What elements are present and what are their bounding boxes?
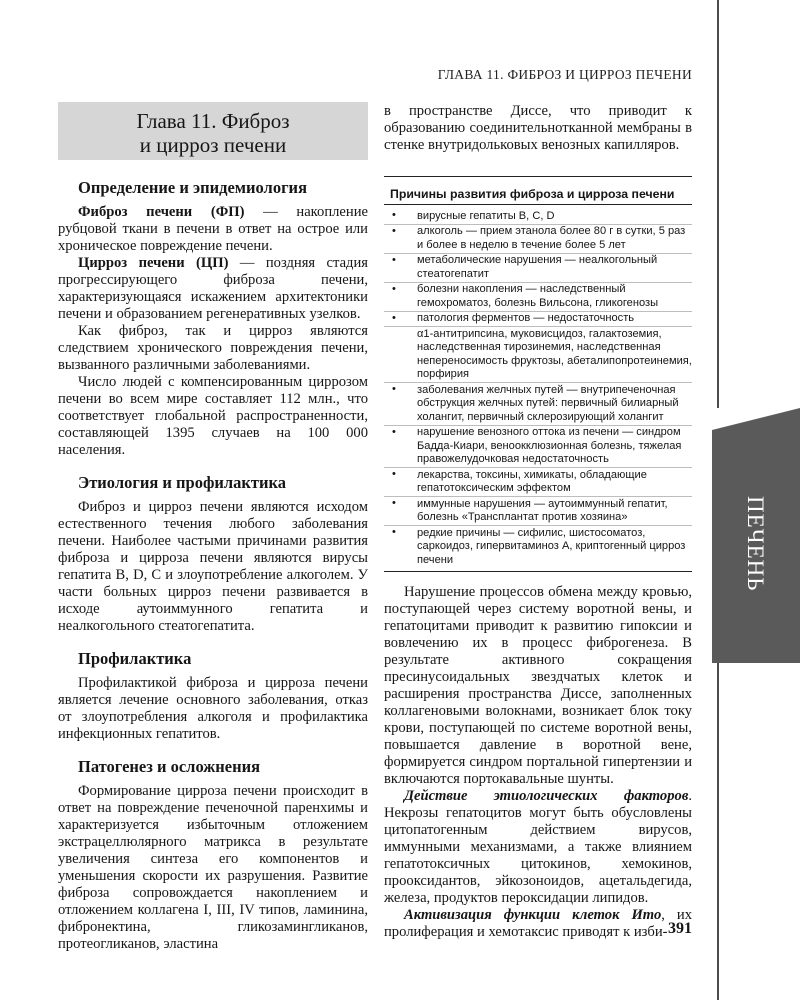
paragraph-prevention: Профилактикой фиброза и цирроза печени является лечение основного заболевания, отказ от злоупотребления алкоголя и профилактика инфекционных гепатитов. [58, 675, 368, 742]
chapter-title-box [58, 102, 368, 160]
term-etiologic-factors: Действие этиологических факторов [404, 788, 689, 804]
list-item: • метаболические нарушения — неалкогольный стеатогепатит [384, 254, 692, 283]
paragraph-disse: в пространстве Диссе, что приводит к образованию соединительнотканной мембраны в стенке внутридольковых венозных капилляров. [384, 103, 692, 153]
bullet-icon: • [392, 468, 396, 480]
paragraph-ito-cells-text: , их пролиферация и хемотаксис приводят к изби- [384, 907, 693, 940]
page-number: 391 [668, 920, 692, 937]
bullet-icon: • [392, 224, 396, 237]
paragraph-pathogenesis: Формирование цирроза печени происходит в ответ на повреждение печеночной паренхимы и характеризуется избыточным отложением экстрацеллюлярного матрикса в результате увеличения синтеза его компонентов и уменьшения скорости их разрушения. Развитие фиброза сопровождается накоплением и отложением коллагена I, III, IV типов, ламинина, фибронектина, гликозамингликанов, протеогликанов, эластина [58, 783, 368, 952]
list-item: • иммунные нарушения — аутоиммунный гепатит, болезнь «Трансплантат против хозяина» [384, 497, 692, 526]
list-item: • редкие причины — сифилис, шистосоматоз, саркоидоз, гипервитаминоз А, криптогенный цирроз печени [392, 526, 686, 566]
causes-box [384, 176, 692, 572]
right-column-top [384, 103, 692, 154]
heading-etiology: Этиология и профилактика [78, 473, 287, 492]
list-item: • вирусные гепатиты В, С, D [384, 209, 692, 225]
list-item: • патология ферментов — недостаточность [384, 312, 692, 328]
causes-list [384, 209, 692, 568]
list-item-continuation: α1-антитрипсина, муковисцидоз, галактоземия, наследственная тирозинемия, наследственная непереносимость фруктозы, абеталипопротеинемия, порфирия [384, 327, 692, 383]
section-tab-label: ПЕЧЕНЬ [743, 496, 768, 592]
paragraph-etiology: Фиброз и цирроз печени являются исходом естественного течения любого заболевания печени. Наиболее частыми причинами развития фиброза и цирроза печени являются вирусы гепатита В, D, С и злоупотребление алкоголем. У части больных цирроз печени развивается в исходе аутоиммунного гепатита и неалкогольного стеатогепатита. [58, 499, 368, 634]
causes-box-title: Причины развития фиброза и цирроза печени [384, 186, 692, 205]
bullet-icon: • [392, 526, 396, 538]
term-cirrhosis: Цирроз печени (ЦП) [78, 255, 229, 271]
bullet-icon: • [392, 282, 396, 295]
right-column-bottom [384, 584, 692, 941]
chapter-title-line2: и цирроз печени [139, 133, 287, 157]
list-item: • заболевания желчных путей — внутрипеченочная обструкция желчных путей: первичный билиарный холангит, первичный склерозирующий холангит [384, 383, 692, 426]
heading-pathogenesis: Патогенез и осложнения [78, 757, 261, 776]
list-item: • болезни накопления — наследственный гемохроматоз, болезнь Вильсона, гликогенозы [384, 283, 692, 312]
list-item: • лекарства, токсины, химикаты, обладающие гепатотоксическим эффектом [384, 468, 692, 497]
left-column [58, 178, 368, 953]
paragraph-fibrosis [58, 204, 368, 255]
chapter-title-line1: Глава 11. Фиброз [136, 109, 290, 133]
paragraph-cirrhosis-text: — поздняя стадия прогрессирующего фиброза печени, характеризующаяся искажением архитектоники печени и образованием регенеративных узелков. [58, 255, 369, 322]
bullet-icon: • [392, 311, 396, 324]
paragraph-fibrosis-text: — накопление рубцовой ткани в печени в ответ на острое или хроническое повреждение печени. [58, 204, 368, 254]
term-fibrosis: Фиброз печени (ФП) [78, 204, 245, 220]
paragraph-etiologic-factors-text: . Некрозы гепатоцитов могут быть обусловлены цитопатогенным действием вирусов, иммунными механизмами, а также влиянием гепатотоксичных цитокинов, хемокинов, прооксидантов, эйкозоноидов, ацетальдегида, железа, продуктов пероксидации липидов. [384, 788, 692, 906]
paragraph-etiologic-factors [384, 788, 692, 907]
paragraph-cirrhosis [58, 255, 368, 323]
bullet-icon: • [392, 425, 396, 438]
bullet-icon: • [392, 497, 396, 509]
heading-prevention: Профилактика [78, 649, 192, 668]
heading-definition: Определение и эпидемиология [78, 178, 307, 197]
list-item: • алкоголь — прием этанола более 80 г в сутки, 5 раз и более в неделю в течение более 5 лет [384, 225, 692, 254]
bullet-icon: • [392, 209, 396, 221]
paragraph-epidemiology: Число людей с компенсированным циррозом печени во всем мире составляет 112 млн., что соответствует глобальной распространенности, составляющей 1395 случаев на 100 000 населения. [58, 374, 368, 458]
bullet-icon: • [392, 383, 396, 395]
bullet-icon: • [392, 253, 396, 266]
running-head: ГЛАВА 11. ФИБРОЗ И ЦИРРОЗ ПЕЧЕНИ [437, 67, 692, 82]
term-ito-cells: Активизация функции клеток Ито [404, 907, 662, 923]
list-item: • нарушение венозного оттока из печени — синдром Бадда-Киари, веноокклюзионная болезнь, тяжелая правожелудочковая недостаточность [384, 426, 692, 469]
paragraph-metabolism: Нарушение процессов обмена между кровью, поступающей через систему воротной вены, и гепатоцитами приводит к развитию гипоксии и вовлечению их в процесс фиброгенеза. В результате активного сокращения пресинусоидальных звездчатых клеток и расширения пространства Диссе, заполненных коллагеновыми волокнами, возникает блок току крови, поступающей по системе воротной вены, повышается давление в воротной вене, формируется синдром портальной гипертензии и включаются портокавальные шунты. [384, 584, 692, 787]
paragraph-both: Как фиброз, так и цирроз являются следствием хронического повреждения печени, вызванного различными заболеваниями. [58, 323, 368, 373]
section-tab-notch [712, 408, 800, 430]
